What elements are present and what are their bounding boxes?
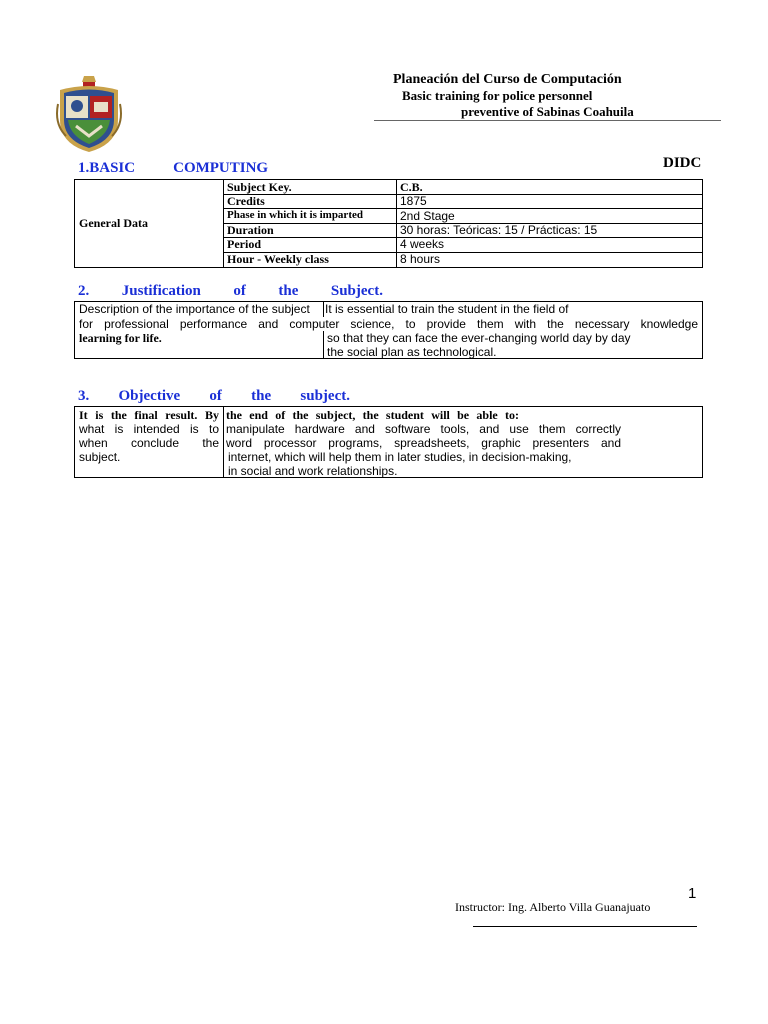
header-subtitle-2: preventive of Sabinas Coahuila	[461, 104, 634, 119]
signature-line	[473, 926, 697, 927]
justification-text: It is essential to train the student in the field of	[325, 302, 569, 316]
objective-left-text: when conclude the	[79, 436, 219, 450]
objective-left-text: It is the final result. By	[79, 408, 219, 422]
header-divider	[374, 120, 721, 121]
table-row-label: Phase in which it is imparted	[227, 209, 363, 221]
table-row-label: Duration	[227, 223, 274, 237]
objective-table	[74, 406, 703, 478]
table-row-value: 1875	[400, 194, 427, 208]
header-subtitle: Basic training for police personnel	[402, 88, 593, 103]
header-title: Planeación del Curso de Computación	[393, 72, 622, 87]
objective-right-text: in social and work relationships.	[228, 464, 398, 478]
objective-left-text: what is intended is to	[79, 422, 219, 436]
objective-right-text: internet, which will help them in later studies, in decision-making,	[228, 450, 572, 464]
section-1-title: 1.BASIC COMPUTING	[78, 160, 269, 176]
objective-right-text: manipulate hardware and software tools, and use them correctly	[226, 422, 621, 436]
general-data-label: General Data	[79, 216, 148, 230]
objective-left-text: subject.	[79, 450, 121, 464]
justification-text: so that they can face the ever-changing world day by day	[327, 331, 631, 345]
table-row-value: C.B.	[400, 180, 423, 194]
table-row-label: Subject Key.	[227, 180, 292, 194]
instructor-signature-label: Instructor: Ing. Alberto Villa Guanajuato	[455, 900, 651, 914]
table-row-label: Period	[227, 237, 261, 251]
table-row-label: Credits	[227, 194, 265, 208]
document-code: DIDC	[663, 155, 702, 171]
section-2-title: 2. Justification of the Subject.	[78, 283, 383, 299]
general-data-table	[74, 179, 703, 268]
justification-text: the social plan as technological.	[327, 345, 497, 359]
section-3-title: 3. Objective of the subject.	[78, 388, 350, 404]
table-row-value: 30 horas: Teóricas: 15 / Prácticas: 15	[400, 223, 598, 237]
justification-text: for professional performance and computer science, to provide them with the necessary knowledge	[79, 317, 698, 331]
justification-text: learning for life.	[79, 331, 162, 345]
table-row-value: 8 hours	[400, 252, 441, 266]
table-row-value: 4 weeks	[400, 237, 445, 251]
justification-table	[74, 301, 703, 359]
coat-of-arms-icon	[54, 74, 124, 154]
table-row-value: 2nd Stage	[400, 209, 455, 223]
objective-right-text: word processor programs, spreadsheets, graphic presenters and	[226, 436, 621, 450]
justification-text: Description of the importance of the subject	[79, 302, 310, 316]
page-number: 1	[688, 885, 697, 902]
table-row-label: Hour - Weekly class	[227, 252, 329, 266]
objective-right-text: the end of the subject, the student will be able to:	[226, 408, 519, 422]
